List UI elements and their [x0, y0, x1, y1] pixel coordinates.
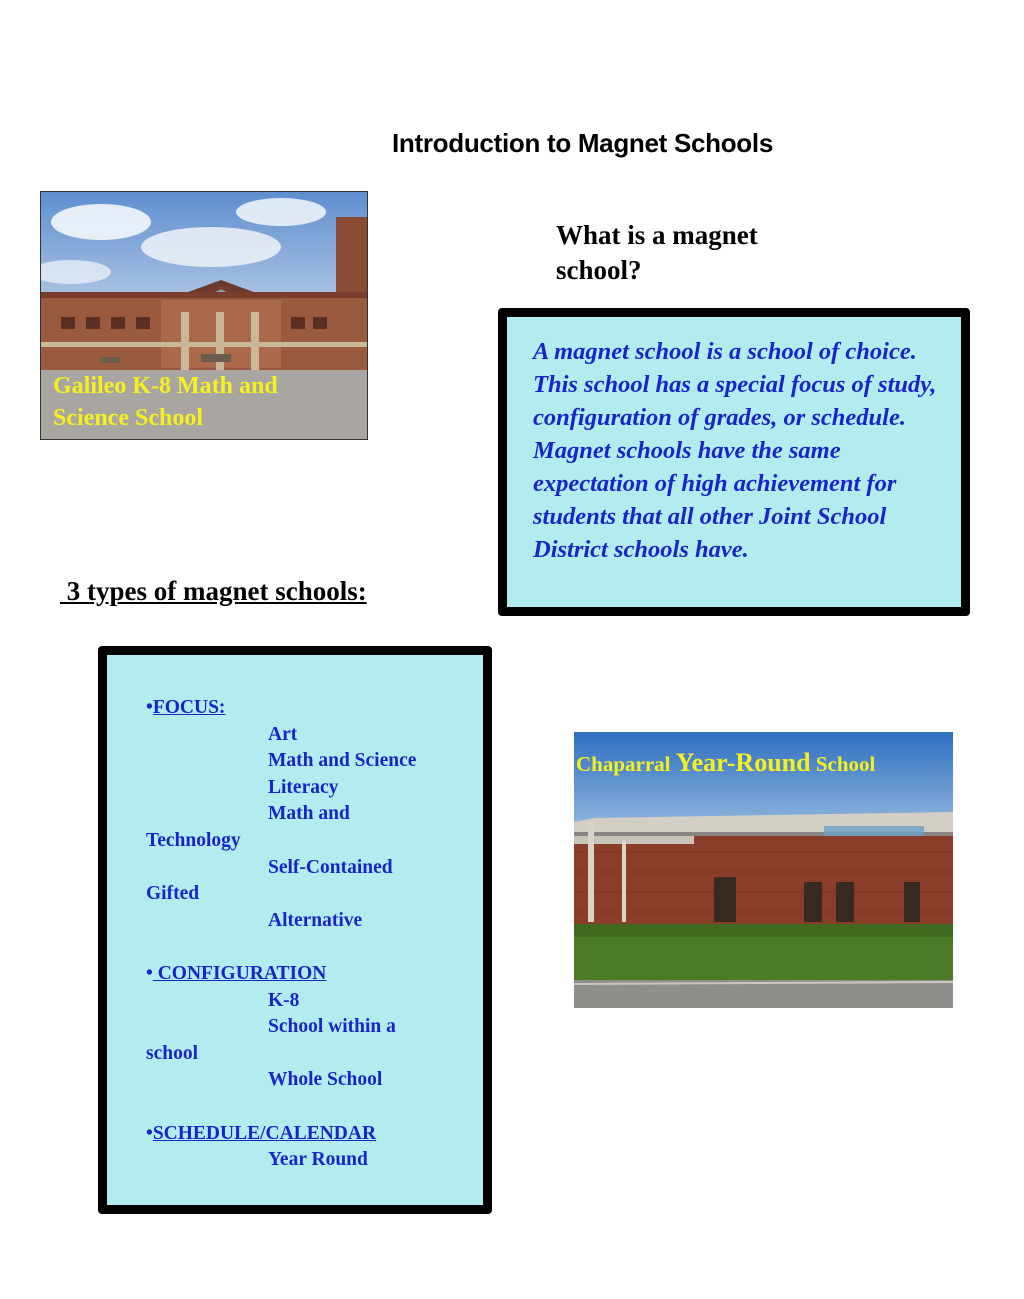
focus-header-row: [146, 695, 476, 722]
definition-text: A magnet school is a school of choice. This school has a special focus of study, configuration of grades, or schedule. Magnet schools have the same expectation of high achievement for students that all other Joint School District schools have.: [533, 338, 937, 563]
bullet: •: [146, 962, 153, 984]
spacer: [146, 934, 476, 961]
list-item: Math and: [268, 803, 350, 825]
list-item: K-8: [268, 989, 300, 1011]
list-item: Gifted: [146, 883, 200, 905]
list-item: Alternative: [268, 909, 363, 931]
list-item: Technology: [146, 829, 241, 851]
list-item: Year Round: [268, 1149, 368, 1171]
question-heading: What is a magnet school?: [556, 220, 758, 285]
chaparral-caption-type: Year-Round: [675, 748, 811, 777]
page-title: Introduction to Magnet Schools: [392, 128, 773, 158]
schedule-header: SCHEDULE/CALENDAR: [152, 1122, 377, 1144]
schedule-header-row: [146, 1121, 476, 1148]
bullet: •: [146, 697, 153, 718]
list-item: Math and Science: [268, 750, 417, 772]
magnet-types-list: [146, 695, 476, 1174]
focus-header: FOCUS:: [152, 697, 226, 718]
bullet: •: [146, 1122, 153, 1144]
definition-box: [498, 308, 970, 616]
list-item: Whole School: [268, 1069, 383, 1091]
list-item: school: [146, 1042, 199, 1064]
chaparral-caption: [576, 748, 953, 778]
chaparral-caption-name: Chaparral: [576, 752, 676, 776]
galileo-school-photo: [40, 191, 368, 440]
magnet-types-box: [98, 646, 492, 1214]
chaparral-caption-suffix: School: [810, 752, 876, 776]
list-item: School within a: [268, 1016, 396, 1038]
types-heading: 3 types of magnet schools:: [60, 576, 367, 606]
galileo-caption: Galileo K-8 Math and Science School: [53, 373, 278, 431]
configuration-header-row: [146, 961, 476, 988]
chaparral-school-photo: [574, 732, 953, 1008]
configuration-header: CONFIGURATION: [152, 962, 327, 984]
spacer: [146, 1094, 476, 1121]
list-item: Art: [268, 723, 298, 745]
list-item: Literacy: [268, 776, 339, 798]
list-item: Self-Contained: [268, 856, 393, 878]
